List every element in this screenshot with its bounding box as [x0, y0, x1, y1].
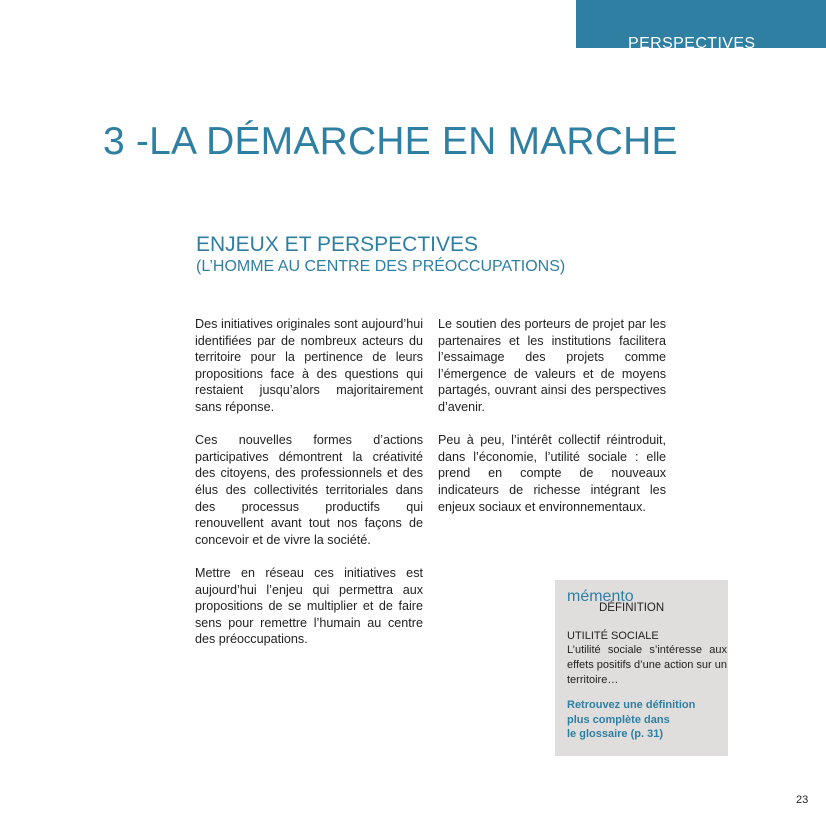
memento-box — [555, 580, 728, 756]
section-subtitle: (L’HOMME AU CENTRE DES PRÉOCCUPATIONS) — [196, 258, 566, 275]
page-number: 23 — [796, 794, 809, 806]
paragraph: Peu à peu, l’intérêt collectif réintroduit, dans l’économie, l’utilité sociale : elle prend en compte de nouveaux indicateurs de richesse intégrant les enjeux sociaux et environnementaux. — [438, 433, 666, 514]
paragraph: Mettre en réseau ces initiatives est aujourd’hui l’enjeu qui permettra aux propositions de se multiplier et de faire sens pour remettre l’humain au centre des préoccupations. — [195, 565, 423, 647]
header-tab-label: PERSPECTIVES — [628, 35, 756, 52]
paragraph: Le soutien des porteurs de projet par les partenaires et les institutions facilitera l’essaimage des projets comme l’émergence de valeurs et de moyens partagés, ouvrant ainsi des perspectives d’avenir. — [438, 317, 666, 414]
paragraph: Ces nouvelles formes d’actions participatives démontrent la créativité des citoyens, des professionnels et des élus des collectivités territoriales dans des processus productifs qui renouvellent avant tout nos façons de concevoir et de vivre la société. — [195, 433, 423, 547]
left-column — [195, 316, 423, 664]
memento-term: UTILITÉ SOCIALE — [567, 630, 659, 642]
glossary-link[interactable]: Retrouvez une définition plus complète dans le glossaire (p. 31) — [567, 699, 696, 740]
right-column — [438, 316, 666, 532]
header-tab — [576, 0, 826, 52]
memento-definition: L’utilité sociale s’intéresse aux effets positifs d’une action sur un territoire… — [567, 644, 728, 686]
section-title-main: ENJEUX ET PERSPECTIVES — [196, 233, 479, 256]
page-title: 3 -LA DÉMARCHE EN MARCHE — [103, 120, 678, 163]
paragraph: Des initiatives originales sont aujourd’hui identifiées par de nombreux acteurs du territoire pour la pertinence de leurs propositions face à des questions qui restaient jusqu’alors majoritairement sans réponse. — [195, 317, 423, 414]
memento-kind: DÉFINITION — [599, 602, 665, 614]
memento-brand: mémento — [567, 588, 634, 605]
section-title — [196, 232, 565, 277]
